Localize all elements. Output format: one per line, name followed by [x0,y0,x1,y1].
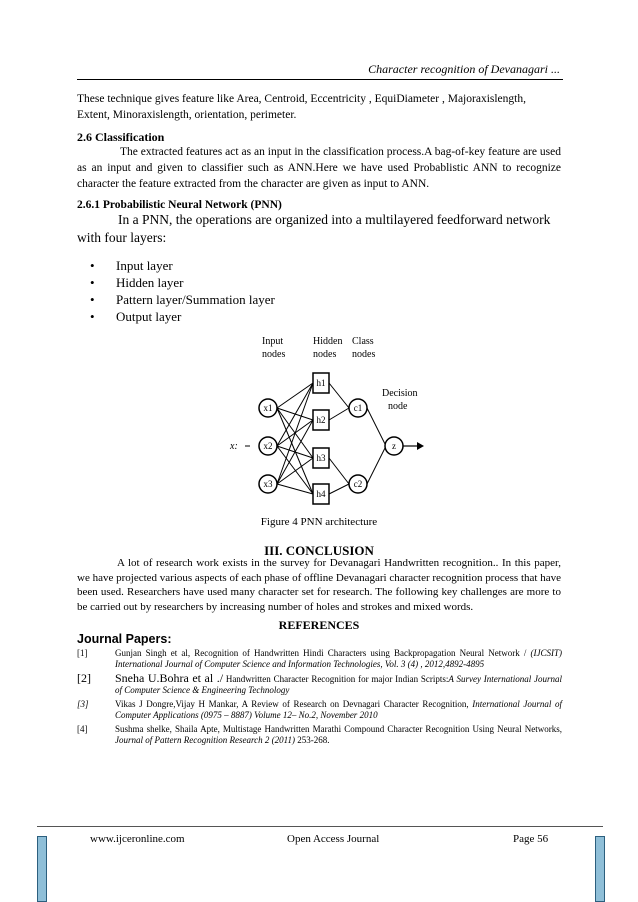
input-nodes-label-line2: nodes [262,349,286,360]
hidden-nodes-label-line1: Hidden [313,336,343,347]
input-nodes-label-line1: Input [262,336,284,347]
decision-node-label-line1: Decision [382,388,418,399]
hidden-nodes-label-line2: nodes [313,349,337,360]
figure-caption: Figure 4 PNN architecture [260,516,378,528]
reference-item [77,699,562,721]
header-rule [77,79,563,80]
reference-list [77,648,562,749]
footer-page-number: Page 56 [513,833,549,845]
reference-item [77,648,562,670]
reference-text: Handwritten Character Recognition for major Indian Scripts: [223,674,449,684]
reference-pages: 253-268. [294,735,330,745]
reference-source: (IJCSIT) International Journal of Computer Science and Information Technologies, Vol. 3 (4) , 2012,4892-4895 [115,648,562,669]
section-heading-pnn: 2.6.1 Probabilistic Neural Network (PNN) [77,199,282,211]
list-item: • Hidden layer [90,274,275,291]
node-label: x2 [263,441,273,451]
reference-text: Sushma shelke, Shaila Apte, Multistage Handwritten Marathi Compound Character Recognition Using Neural Networks, [115,724,562,734]
journal-papers-label: Journal Papers: [77,632,172,646]
references-heading: REFERENCES [278,618,360,632]
section-heading-classification: 2.6 Classification [77,130,165,144]
running-title: Character recognition of Devanagari ... [368,62,560,76]
decorative-side-bar-left [37,836,47,902]
footer-website: www.ijceronline.com [90,833,185,845]
class-nodes-label-line1: Class [352,336,374,347]
node-label: h4 [316,489,326,499]
class-nodes-label-line2: nodes [352,349,376,360]
reference-text: Vikas J Dongre,Vijay H Mankar, A Review of Research on Devnagari Character Recognition, [115,699,473,709]
list-item: • Input layer [90,257,275,274]
column-labels [262,336,418,412]
reference-source: International Journal of Computer Applications (0975 – 8887) Volume 12– No.2, November 2010 [115,699,562,720]
decorative-side-bar-right [595,836,605,902]
reference-item [77,724,562,746]
decision-node-label-line2: node [388,401,408,412]
node-label: c2 [353,479,363,489]
conclusion-heading: III. CONCLUSION [264,543,374,558]
node-label: c1 [353,403,363,413]
pnn-intro-line1: In a PNN, the operations are organized into a multilayered feedforward network [118,212,551,227]
reference-number: [1] [77,648,88,658]
reference-text: Gunjan Singh et al, Recognition of Handwritten Hindi Characters using Backpropagation Neural Network / [115,648,531,658]
pnn-architecture-diagram [224,330,424,510]
paragraph-classification: The extracted features act as an input in the classification process.A bag-of-key feature are used as an input and given to classifier such as ANN.Here we have used Probablistic ANN to recognize character the feature extracted from the character are given as input to ANN. [77,146,561,190]
reference-number: [4] [77,724,88,734]
node-label: h1 [316,378,326,388]
layer-list [90,257,275,325]
list-item: • Output layer [90,308,275,325]
node-label: z [392,441,396,451]
reference-authors: Sneha U.Bohra et al ./ [115,671,224,685]
list-item: • Pattern layer/Summation layer [90,291,275,308]
paragraph-features: These technique gives feature like Area, Centroid, Eccentricity , EquiDiameter , Majoraxislength, Extent, Minoraxislength, orientation, perimeter. [77,93,526,121]
node-label: x3 [263,479,273,489]
node-labels [264,378,397,499]
reference-number: [3] [77,699,89,709]
node-label: h3 [316,453,326,463]
reference-source: Journal of Pattern Recognition Research 2 (2011) [115,735,295,745]
input-vector-label: x: [230,441,238,452]
output-arrow [403,442,424,450]
node-label: x1 [263,403,273,413]
reference-source: A Survey International Journal of Computer Science & Engineering Technology [115,674,562,695]
footer-journal: Open Access Journal [287,833,380,845]
reference-item [77,673,562,696]
pnn-intro-line2: with four layers: [77,230,167,245]
reference-number: [2] [77,671,91,685]
paragraph-conclusion: A lot of research work exists in the survey for Devanagari Handwritten recognition.. In this paper, we have projected various aspects of each phase of offline Devanagari character recognition process that have been used. Researchers have used many character set for research. The following key challenges are more to be carried out by researchers by increasing number of holes and strokes and mixed words. [77,557,561,613]
footer-rule [37,826,603,827]
node-label: h2 [316,415,326,425]
